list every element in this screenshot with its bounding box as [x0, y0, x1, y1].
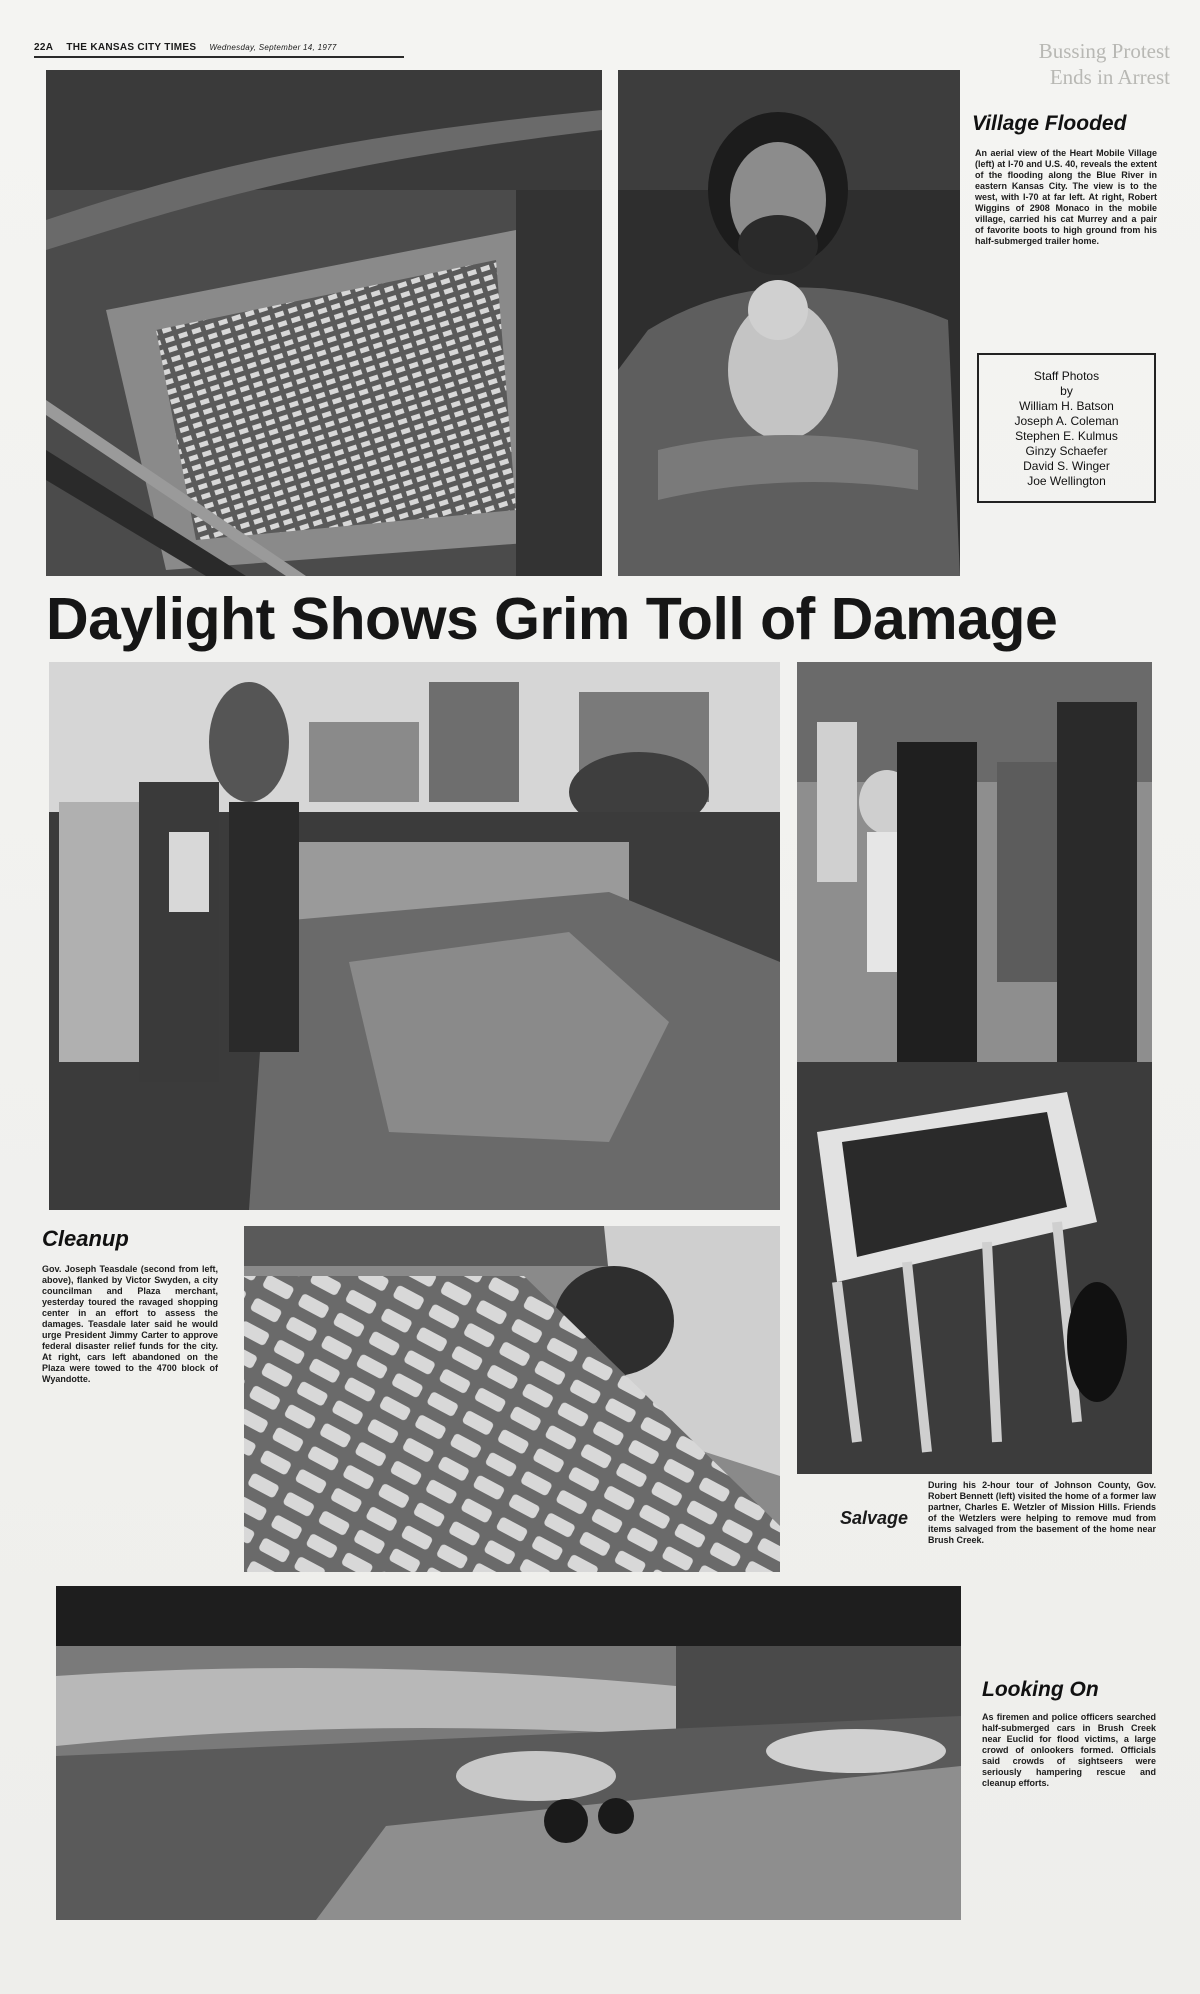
- paper-name: THE KANSAS CITY TIMES: [66, 42, 197, 53]
- cleanup-caption: Gov. Joseph Teasdale (second from left, above), flanked by Victor Swyden, a city councilman and Plaza merchant, yesterday toured the ravaged shopping center in an effort to assess the damages. Teasdale later said he would urge President Jimmy Carter to approve federal disaster relief funds for the city. At right, cars left abandoned on the Plaza were towed to the 4700 block of Wyandotte.: [42, 1264, 218, 1384]
- village-flooded-caption: An aerial view of the Heart Mobile Village (left) at I-70 and U.S. 40, reveals the extent of the flooding along the Blue River in eastern Kansas City. The view is to the west, with I-70 at far left. At right, Robert Wiggins of 2908 Monaco in the mobile village, carried his cat Murrey and a pair of favorite boots to high ground from his half-submerged trailer home.: [975, 148, 1157, 246]
- staff-photos-box: [977, 353, 1156, 503]
- headline: Daylight Shows Grim Toll of Damage: [46, 586, 1058, 652]
- salvage-photo: [797, 662, 1152, 1474]
- photographer-name: Joseph A. Coleman: [1014, 414, 1119, 428]
- staff-photos-by: by: [1060, 384, 1073, 398]
- photographer-name: William H. Batson: [1019, 399, 1114, 413]
- aerial-photo: [46, 70, 602, 576]
- man-cat-photo: [618, 70, 960, 576]
- debris-photo: [49, 662, 780, 1210]
- page-number: 22A: [34, 42, 54, 53]
- photographer-name: Ginzy Schaefer: [1025, 444, 1108, 458]
- looking-on-caption: As firemen and police officers searched half-submerged cars in Brush Creek near Euclid for flood victims, a large crowd of onlookers formed. Officials said crowds of sightseers were seriously hampering rescue and cleanup efforts.: [982, 1712, 1156, 1788]
- looking-on-title: Looking On: [982, 1678, 1099, 1701]
- folio: [34, 42, 347, 53]
- salvage-title: Salvage: [840, 1508, 909, 1528]
- cars-photo: [244, 1226, 780, 1572]
- folio-rule: [34, 56, 404, 58]
- issue-date: Wednesday, September 14, 1977: [209, 43, 337, 52]
- bleed-line-2: Ends in Arrest: [1049, 65, 1170, 89]
- photographer-name: Stephen E. Kulmus: [1015, 429, 1118, 443]
- photographer-name: David S. Winger: [1023, 459, 1110, 473]
- salvage-caption: During his 2-hour tour of Johnson County, Gov. Robert Bennett (left) visited the home of a former law partner, Charles E. Wetzler of Mission Hills. Friends of the Wetzlers were helping to remove mud from items salvaged from the basement of the home near Brush Creek.: [928, 1480, 1156, 1545]
- bleed-through-text: [1039, 38, 1170, 90]
- bleed-line-1: Bussing Protest: [1038, 39, 1170, 63]
- village-flooded-title: Village Flooded: [972, 112, 1127, 135]
- staff-photos-heading: Staff Photos: [1033, 369, 1100, 383]
- crowd-photo: [56, 1586, 961, 1920]
- photographer-name: Joe Wellington: [1027, 474, 1106, 488]
- cleanup-title: Cleanup: [42, 1226, 129, 1251]
